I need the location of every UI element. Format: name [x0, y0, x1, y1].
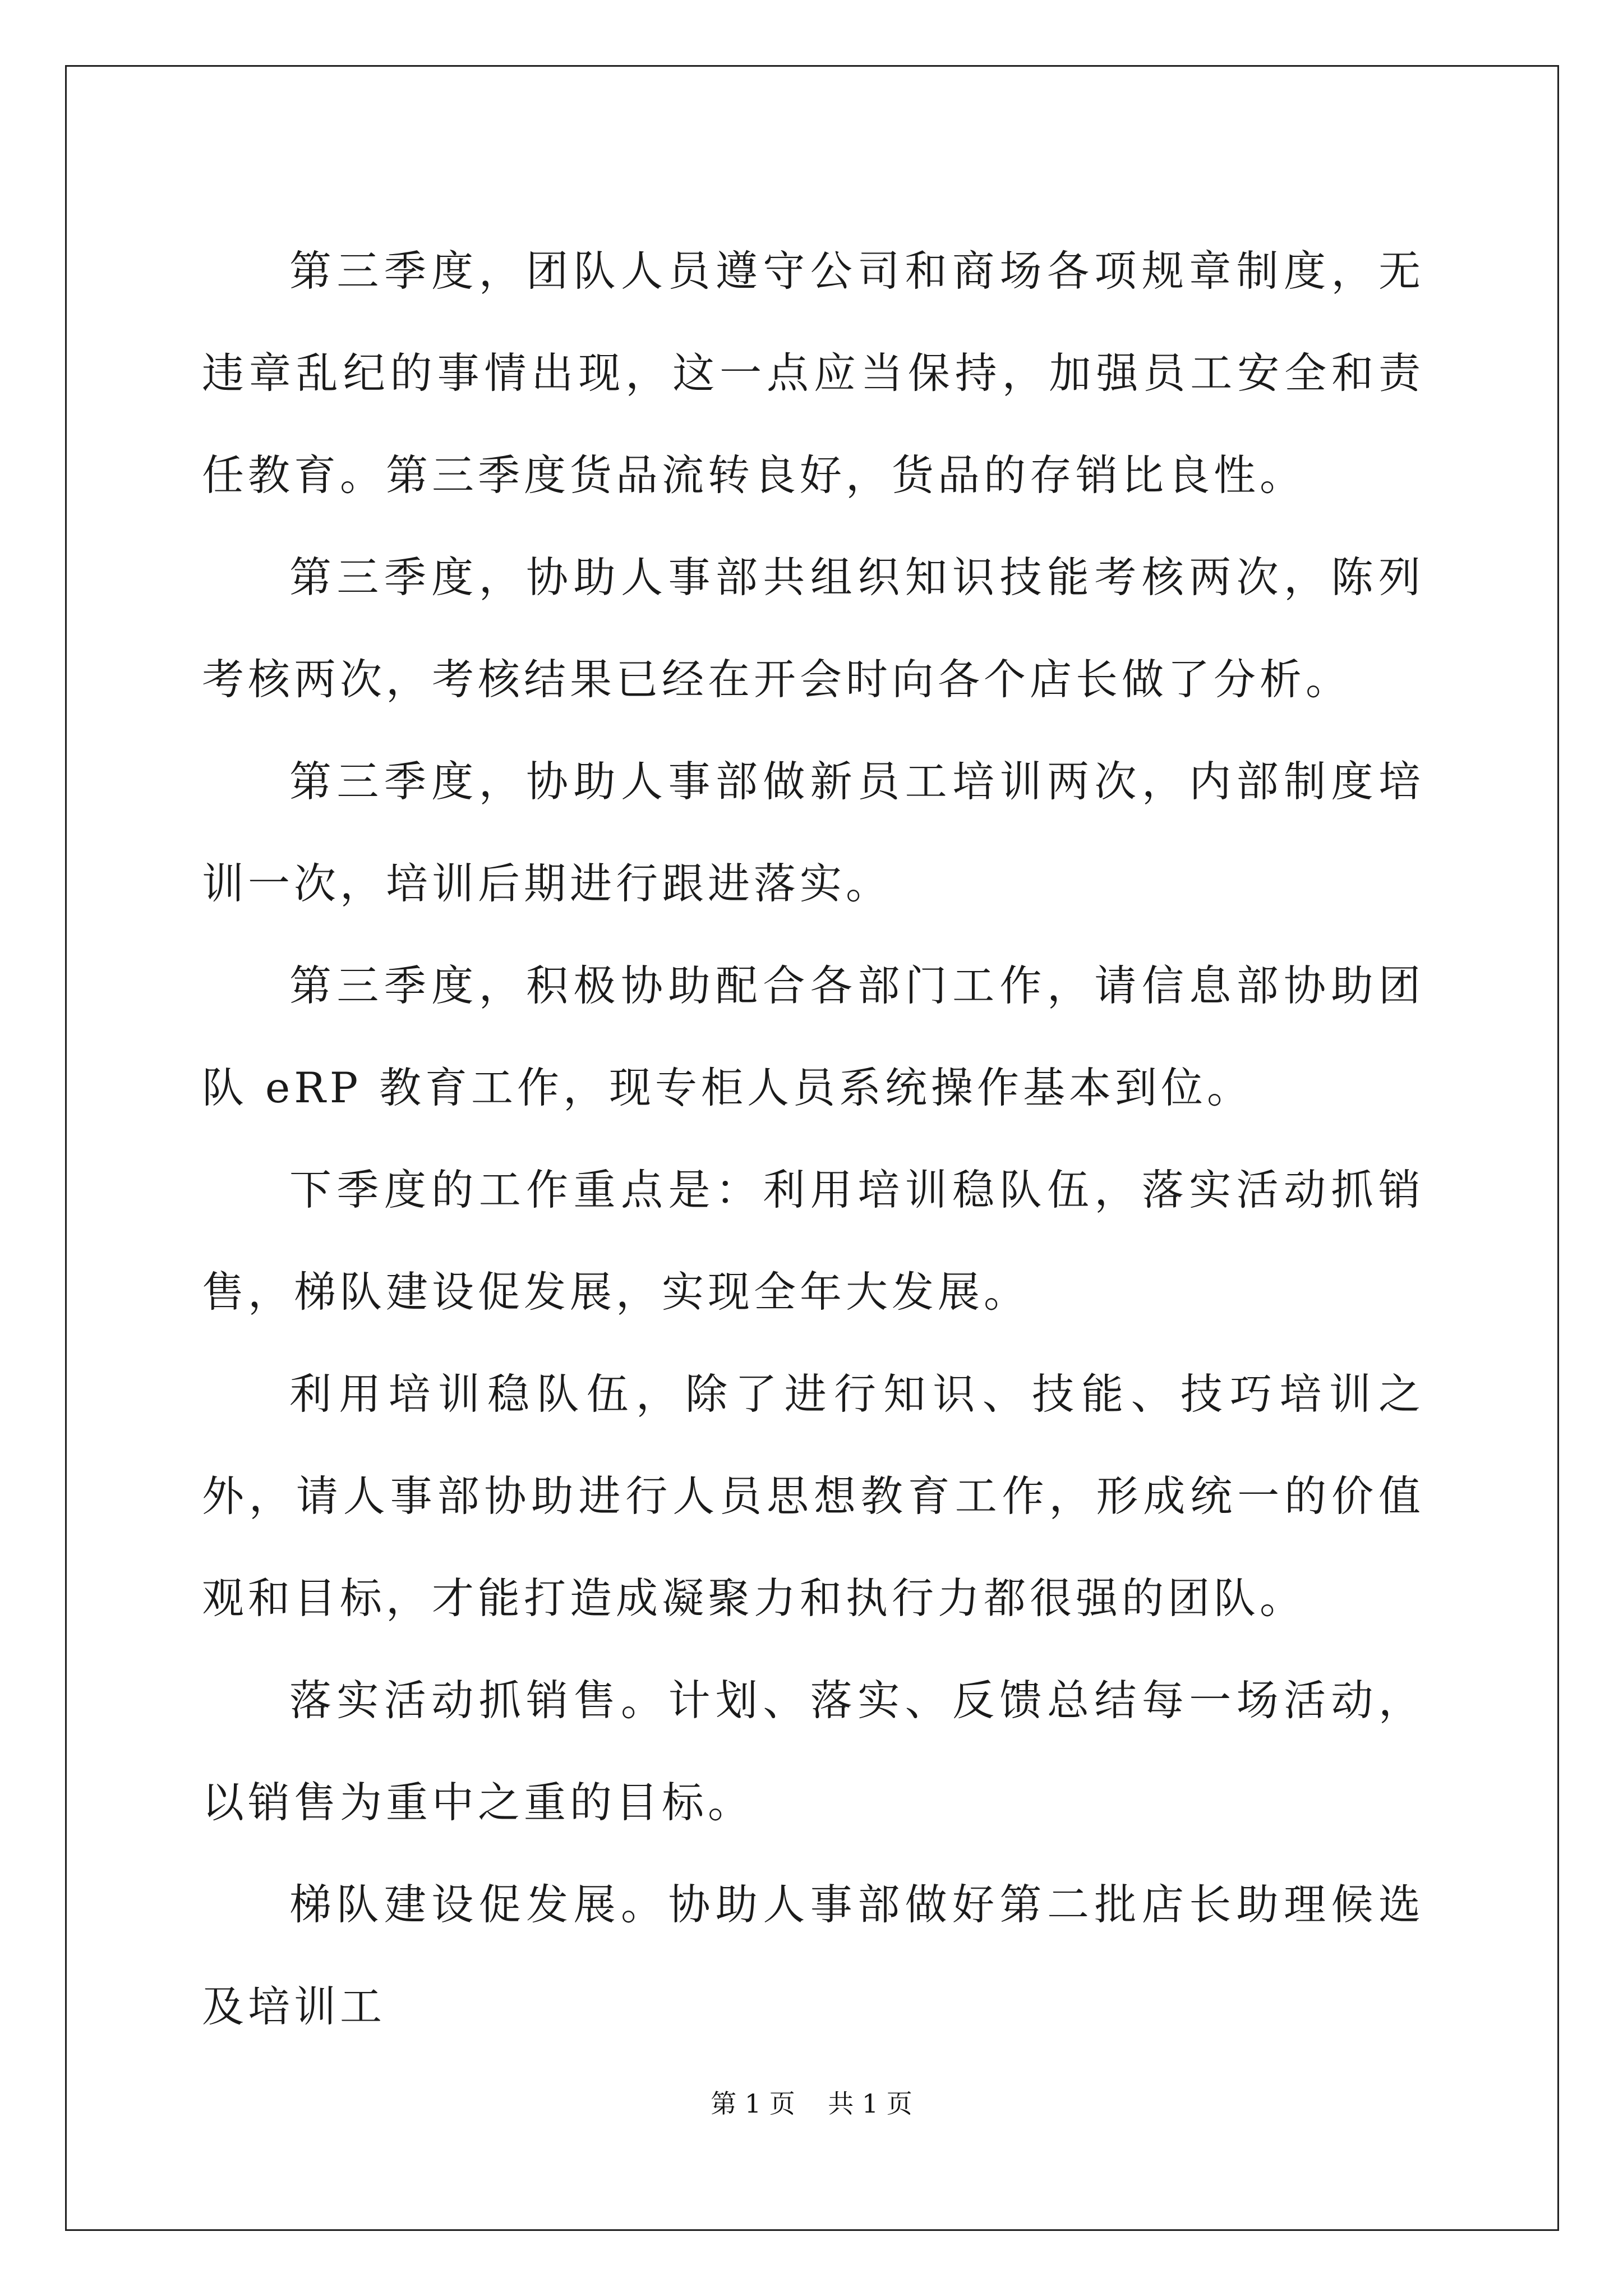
page-footer [0, 2087, 1623, 2120]
paragraph-8: 梯队建设促发展。协助人事部做好第二批店长助理候选及培训工 [202, 1880, 1424, 2031]
document-body [202, 220, 1424, 2058]
paragraph-3: 第三季度，协助人事部做新员工培训两次，内部制度培训一次，培训后期进行跟进落实。 [202, 757, 1424, 908]
page-number: 第 1 页 共 1 页 [711, 2088, 912, 2119]
paragraph-5: 下季度的工作重点是：利用培训稳队伍，落实活动抓销售，梯队建设促发展，实现全年大发展。 [202, 1165, 1424, 1317]
paragraph-4: 第三季度，积极协助配合各部门工作，请信息部协助团队 eRP 教育工作，现专柜人员系统操作基本到位。 [202, 961, 1424, 1112]
paragraph-6: 利用培训稳队伍，除了进行知识、技能、技巧培训之外，请人事部协助进行人员思想教育工作，形成统一的价值观和目标，才能打造成凝聚力和执行力都很强的团队。 [202, 1369, 1424, 1623]
paragraph-7: 落实活动抓销售。计划、落实、反馈总结每一场活动，以销售为重中之重的目标。 [202, 1676, 1424, 1827]
paragraph-1: 第三季度，团队人员遵守公司和商场各项规章制度，无违章乱纪的事情出现，这一点应当保持，加强员工安全和责任教育。第三季度货品流转良好，货品的存销比良性。 [202, 246, 1424, 500]
paragraph-2: 第三季度，协助人事部共组织知识技能考核两次，陈列考核两次，考核结果已经在开会时向各个店长做了分析。 [202, 553, 1424, 704]
